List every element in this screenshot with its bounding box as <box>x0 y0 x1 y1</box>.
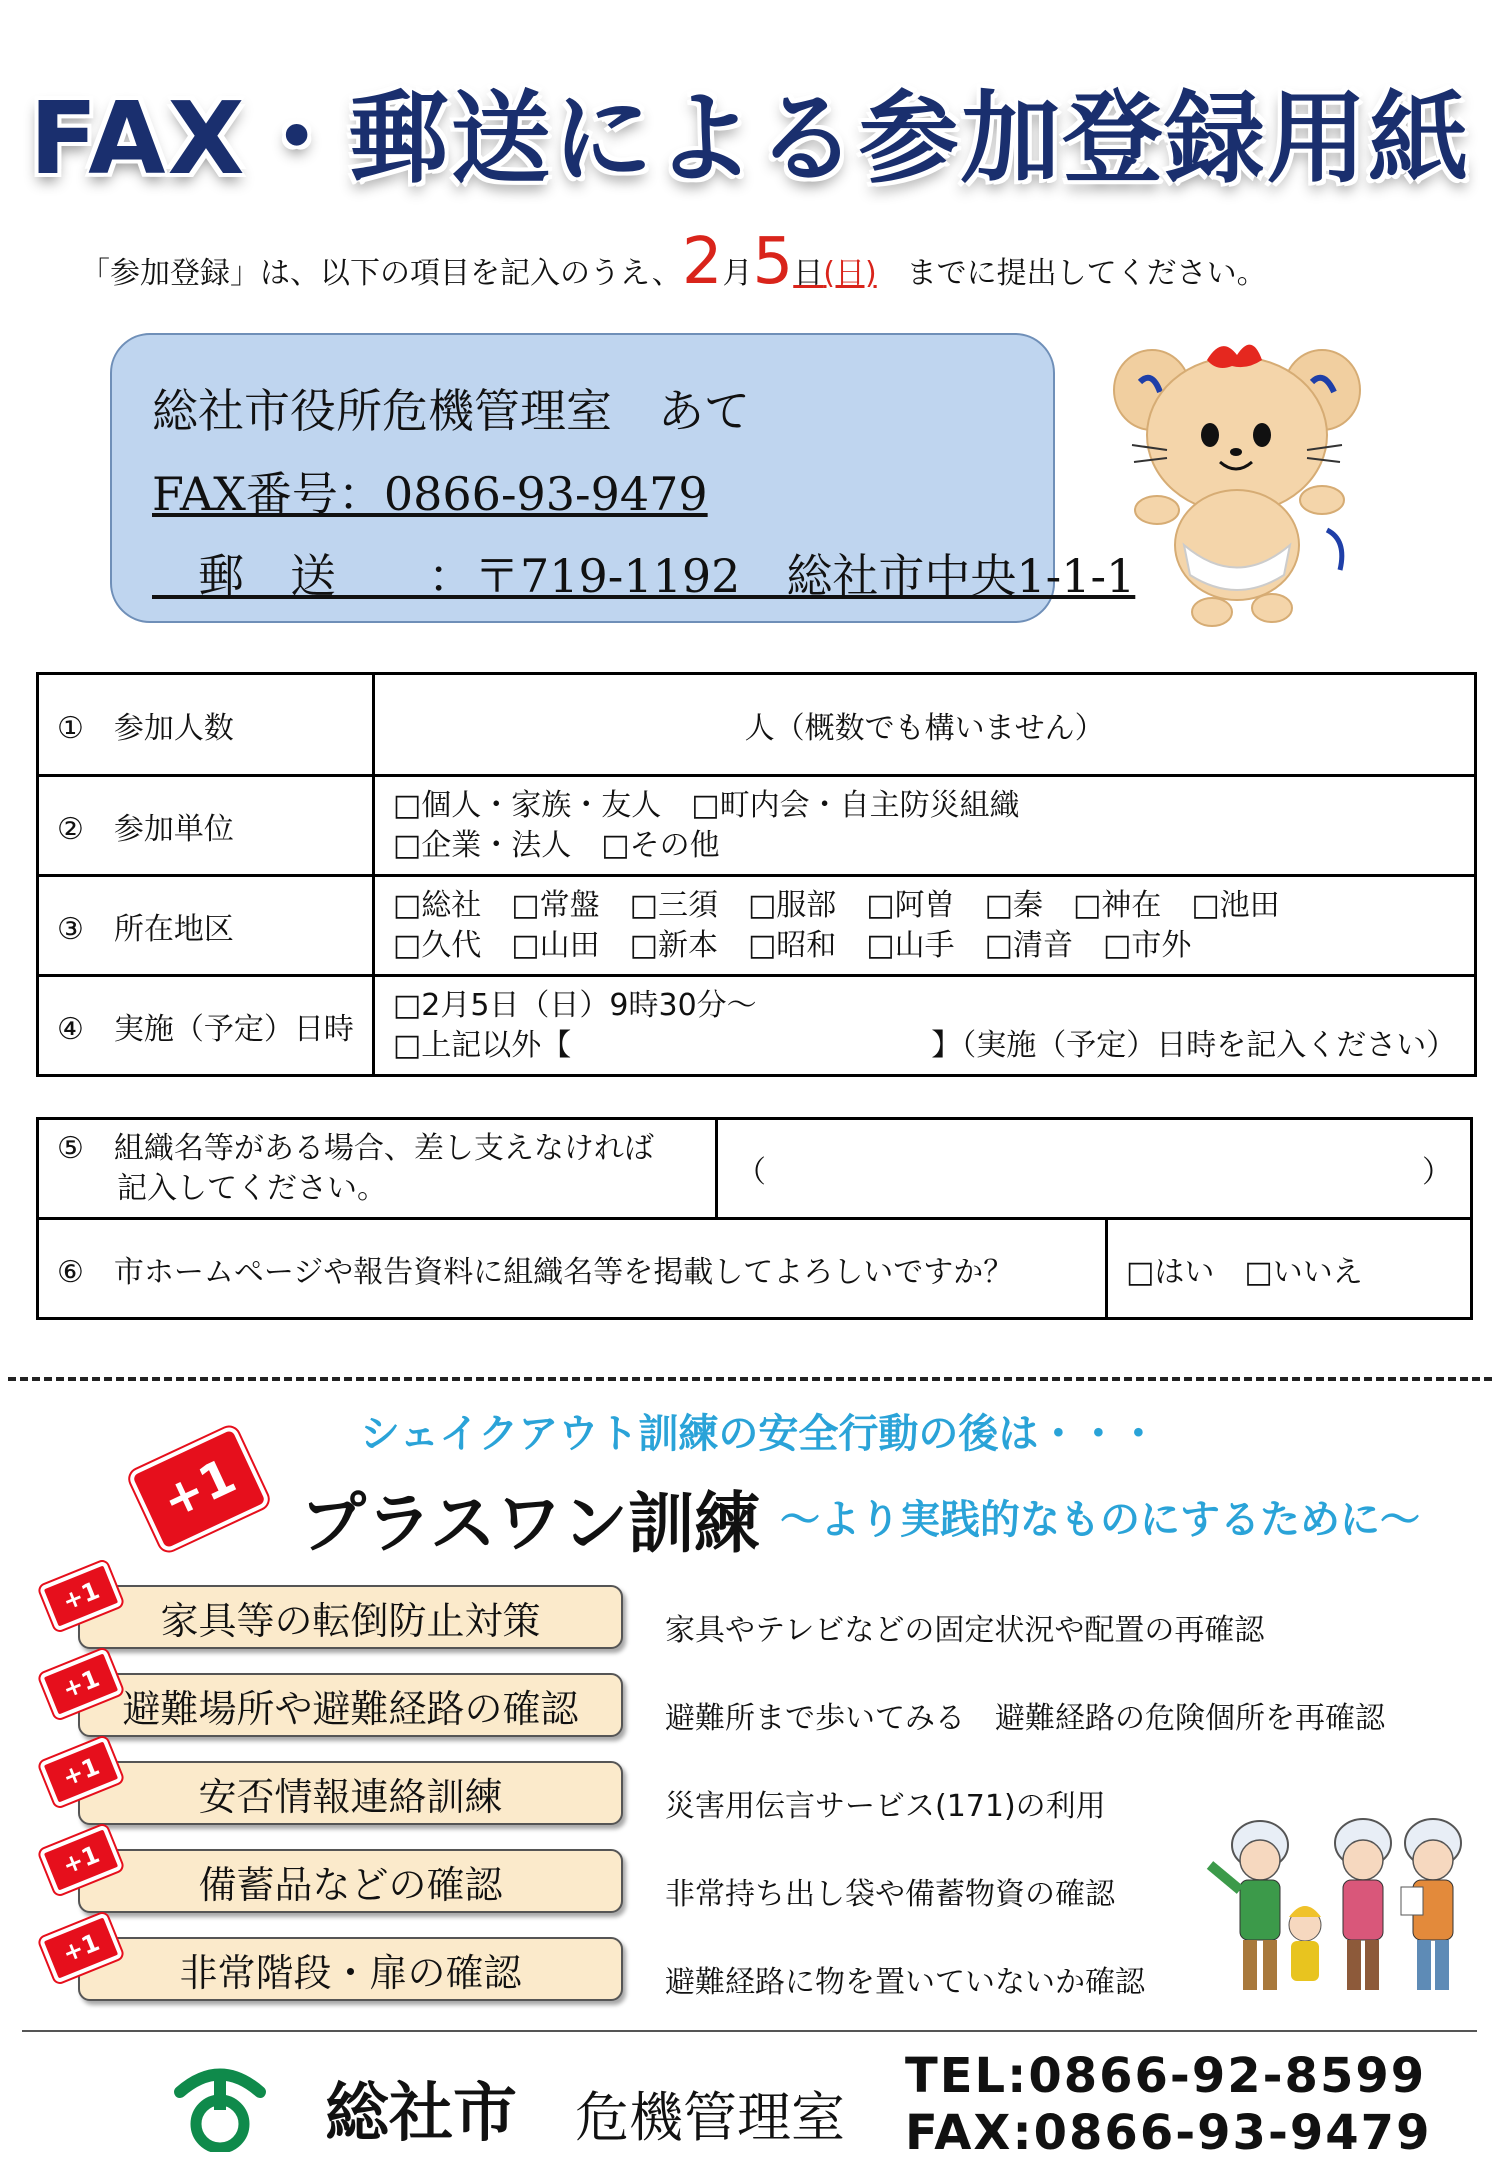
publish-question: ⑥ 市ホームページや報告資料に組織名等を掲載してよろしいですか？ <box>38 1219 1107 1319</box>
plus-one-title: プラスワン訓練 <box>300 1485 761 1562</box>
district-options-line2[interactable]: □久代 □山田 □新本 □昭和 □山手 □清音 □市外 <box>392 927 1192 963</box>
mail-address: 郵 送 ：〒719-1192 総社市中央1-1-1 <box>152 549 1136 603</box>
datetime-option-default[interactable]: □2月5日（日）9時30分～ <box>392 987 757 1023</box>
row-label-district: ③ 所在地区 <box>38 876 374 976</box>
district-options-line1[interactable]: □総社 □常盤 □三須 □服部 □阿曽 □秦 □神在 □池田 <box>392 887 1280 923</box>
evacuating-family-illustration <box>1205 1805 1470 2005</box>
row-label-participants: ① 参加人数 <box>38 674 374 776</box>
participants-hint: 人（概数でも構いません） <box>744 710 1105 746</box>
district-options[interactable] <box>373 876 1475 976</box>
org-label-line1: ⑤ 組織名等がある場合、差し支えなければ <box>57 1130 654 1166</box>
item-badge: +1 <box>39 1560 124 1631</box>
day-unit: 日 <box>793 256 824 291</box>
footer-tel: TEL:0866-92-8599 <box>905 2048 1427 2104</box>
item-safety-info: 安否情報連絡訓練 <box>78 1761 623 1825</box>
footer-fax: FAX:0866-93-9479 <box>905 2105 1432 2161</box>
org-label-line2: 記入してください。 <box>57 1170 387 1206</box>
org-label <box>38 1119 717 1219</box>
participants-field[interactable] <box>373 674 1475 776</box>
footer-divider <box>22 2030 1477 2032</box>
datetime-option-other[interactable]: □上記以外【 】（実施（予定）日時を記入ください） <box>392 1027 1457 1063</box>
registration-table <box>36 672 1477 1077</box>
row-label-datetime: ④ 実施（予定）日時 <box>38 976 374 1076</box>
deadline-day: 5 <box>752 225 794 299</box>
item-badge: +1 <box>39 1824 124 1895</box>
deadline-month: 2 <box>681 225 723 299</box>
item-stockpile: 備蓄品などの確認 <box>78 1849 623 1913</box>
mascot-character <box>1112 330 1362 630</box>
item-emergency-stairs-desc: 避難経路に物を置いていないか確認 <box>665 1965 1145 2000</box>
city-emblem-icon <box>170 2062 270 2152</box>
item-safety-info-desc: 災害用伝言サービス(171)の利用 <box>665 1789 1106 1824</box>
footer-office: 危機管理室 <box>575 2086 845 2149</box>
deadline-weekday: (日) <box>823 256 877 291</box>
datetime-options[interactable] <box>373 976 1475 1076</box>
deadline-suffix: までに提出してください。 <box>906 256 1267 291</box>
item-badge: +1 <box>39 1736 124 1807</box>
open-paren: （ <box>736 1154 766 1190</box>
publish-table <box>36 1217 1473 1320</box>
shakeout-intro: シェイクアウト訓練の安全行動の後は・・・ <box>360 1411 1159 1457</box>
deadline-prefix: 「参加登録」は、以下の項目を記入のうえ、 <box>80 256 682 291</box>
unit-options[interactable] <box>373 776 1475 876</box>
organization-table <box>36 1117 1473 1220</box>
item-evacuation-route-desc: 避難所まで歩いてみる 避難経路の危険個所を再確認 <box>665 1701 1385 1736</box>
item-badge: +1 <box>39 1648 124 1719</box>
item-furniture-desc: 家具やテレビなどの固定状況や配置の再確認 <box>665 1613 1265 1648</box>
item-badge: +1 <box>39 1912 124 1983</box>
item-emergency-stairs: 非常階段・扉の確認 <box>78 1937 623 2001</box>
fax-number: FAX番号：0866-93-9479 <box>152 467 708 521</box>
org-name-field[interactable] <box>717 1119 1472 1219</box>
unit-options-line2[interactable]: □企業・法人 □その他 <box>392 827 720 863</box>
plus-one-badge: +1 <box>127 1424 271 1554</box>
cut-line <box>8 1377 1492 1381</box>
item-furniture: 家具等の転倒防止対策 <box>78 1585 623 1649</box>
item-evacuation-route: 避難場所や避難経路の確認 <box>78 1673 623 1737</box>
deadline-notice <box>80 225 1267 299</box>
item-stockpile-desc: 非常持ち出し袋や備蓄物資の確認 <box>665 1877 1115 1912</box>
footer-city: 総社市 <box>325 2077 517 2151</box>
recipient: 総社市役所危機管理室 あて <box>152 384 750 438</box>
month-unit: 月 <box>722 256 753 291</box>
row-label-unit: ② 参加単位 <box>38 776 374 876</box>
address-box <box>110 333 1136 623</box>
publish-options[interactable]: □はい □いいえ <box>1107 1219 1472 1319</box>
close-paren: ） <box>1422 1154 1452 1190</box>
page-title: FAX・郵送による参加登録用紙 <box>29 80 1471 197</box>
plus-one-subtitle: ～より実践的なものにするために～ <box>780 1497 1420 1543</box>
unit-options-line1[interactable]: □個人・家族・友人 □町内会・自主防災組織 <box>392 787 1020 823</box>
